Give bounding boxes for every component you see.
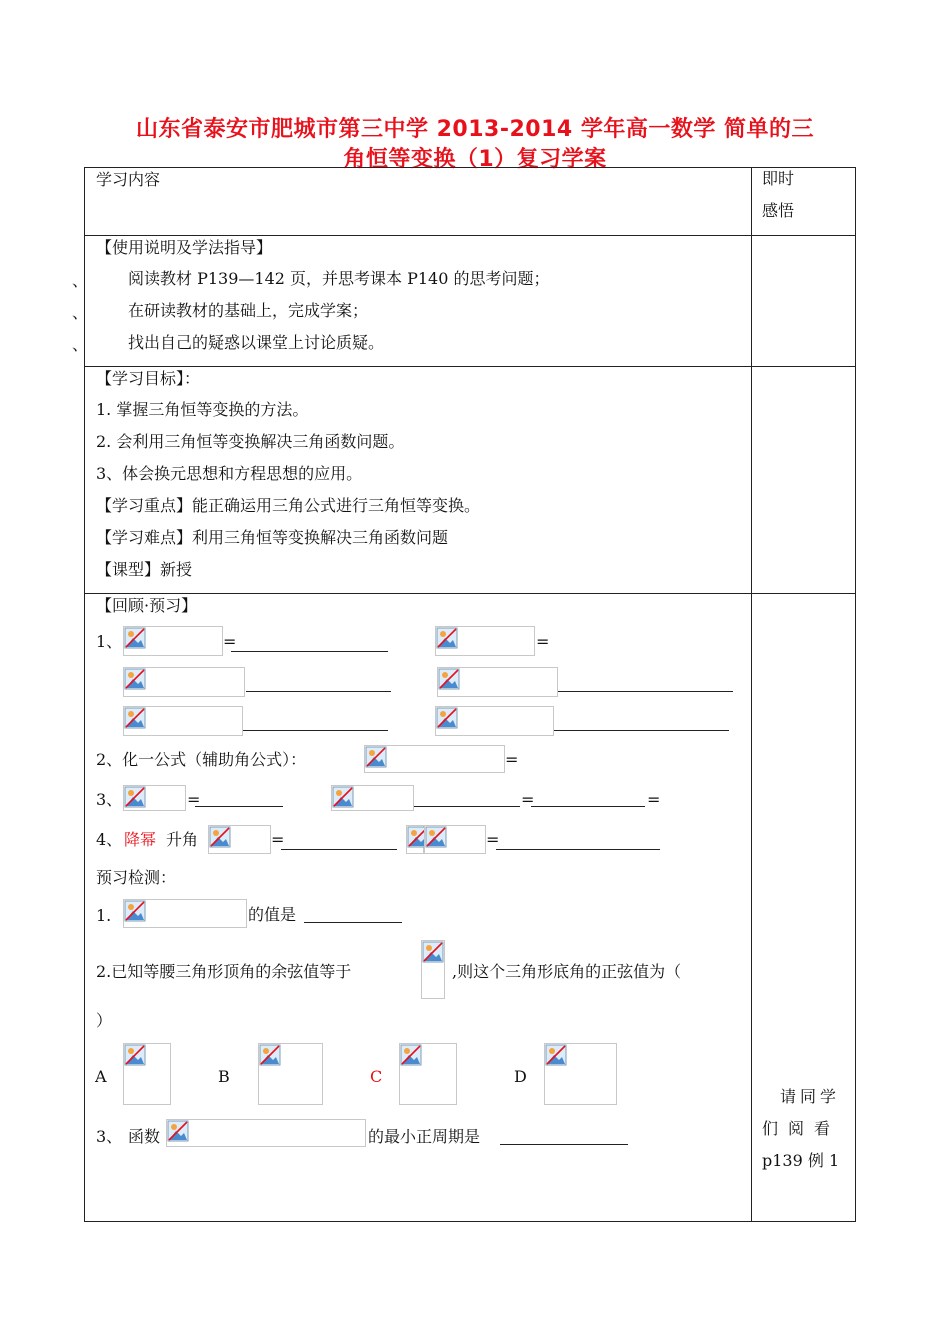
option-c-image [399,1043,457,1105]
option-b-image [258,1043,323,1105]
formula-image [435,626,535,656]
answer-blank[interactable] [496,849,660,850]
formula-image [123,706,243,736]
c2-close: ） [96,1011,113,1030]
check-heading: 预习检测： [96,868,177,887]
review-heading: 【回顾·预习】 [96,596,198,615]
side-note-3: p139 例 1 [762,1151,840,1170]
q2-label: 2、化一公式（辅助角公式）： [96,750,307,769]
formula-image [364,745,505,773]
bullet-mark: 、 [72,335,89,354]
answer-blank[interactable] [246,691,391,692]
formula-image [123,626,223,656]
q1-label: 1、 [96,632,123,651]
broken-image-icon [436,627,458,649]
goal-item: 1. 掌握三角恒等变换的方法。 [96,400,309,419]
c1-text: 的值是 [248,905,297,924]
key-point: 【学习重点】能正确运用三角公式进行三角恒等变换。 [96,496,481,515]
option-a-label[interactable]: A [95,1067,107,1086]
q4-label: 4、 [96,830,123,849]
answer-blank[interactable] [231,651,388,652]
q4-rest: 升角 [166,830,199,849]
c3-text: 的最小正周期是 [368,1127,481,1146]
broken-image-icon [124,900,146,922]
formula-image [123,667,245,697]
broken-image-icon [167,1120,189,1142]
table-column-divider [751,167,752,1221]
c2-text-a: 2.已知等腰三角形顶角的余弦值等于 [96,962,352,981]
broken-image-icon [545,1044,567,1066]
broken-image-icon [400,1044,422,1066]
formula-image [166,1119,366,1147]
goal-item: 3、体会换元思想和方程思想的应用。 [96,464,363,483]
document-title-line-1: 山东省泰安市肥城市第三中学 2013-2014 学年高一数学 简单的三 [135,117,815,142]
goals-heading: 【学习目标】： [96,369,201,388]
table-border-bottom [84,1221,856,1222]
equals-sign: = [271,830,285,849]
formula-image [435,706,554,736]
equals-sign: = [223,632,237,651]
lesson-type: 【课型】新授 [96,560,193,579]
option-b-label[interactable]: B [218,1067,230,1086]
broken-image-icon [259,1044,281,1066]
formula-image [208,825,271,854]
table-border-left [84,167,85,1221]
table-row-divider [84,235,856,236]
c3-func: 函数 [128,1127,161,1146]
c3-number: 3、 [96,1127,123,1146]
table-border-top [84,167,856,168]
option-c-label[interactable]: C [370,1067,383,1086]
broken-image-icon [332,786,354,808]
formula-image [424,825,486,854]
answer-blank[interactable] [243,730,388,731]
broken-image-icon [124,707,146,729]
formula-image [421,940,445,999]
difficulty: 【学习难点】利用三角恒等变换解决三角函数问题 [96,528,449,547]
broken-image-icon [124,627,146,649]
q4-highlight: 降幂 [124,830,157,849]
broken-image-icon [209,826,231,848]
bullet-mark: 、 [72,303,89,322]
c1-number: 1. [96,906,112,925]
instruction-item: 阅读教材 P139—142 页，并思考课本 P140 的思考问题； [128,269,550,288]
answer-blank[interactable] [414,806,520,807]
option-d-label[interactable]: D [514,1067,527,1086]
answer-blank[interactable] [500,1144,628,1145]
formula-image [437,667,558,697]
broken-image-icon [365,746,387,768]
instructions-heading: 【使用说明及学法指导】 [96,238,273,257]
formula-image [123,785,186,811]
equals-sign: = [521,790,535,809]
table-row-divider [84,366,856,367]
answer-blank[interactable] [281,849,397,850]
bullet-mark: 、 [72,271,89,290]
side-note-1: 请同学 [780,1087,841,1106]
instruction-item: 找出自己的疑惑以课堂上讨论质疑。 [128,333,385,352]
formula-image [331,785,414,811]
formula-image [406,825,424,854]
broken-image-icon [438,668,460,690]
equals-sign: = [505,750,519,769]
table-border-right [855,167,856,1221]
reflection-header-1: 即时 [762,169,795,188]
document-title-line-2: 角恒等变换（1）复习学案 [343,147,607,172]
instruction-item: 在研读教材的基础上，完成学案； [128,301,369,320]
broken-image-icon [124,1044,146,1066]
q3-label: 3、 [96,790,123,809]
answer-blank[interactable] [531,806,645,807]
answer-blank[interactable] [304,922,402,923]
equals-sign: = [486,830,500,849]
side-note-2: 们阅看 [762,1119,841,1138]
broken-image-icon [124,786,146,808]
c2-text-b: ,则这个三角形底角的正弦值为（ [452,962,682,981]
formula-image [123,899,247,928]
content-header: 学习内容 [96,170,161,189]
reflection-header-2: 感悟 [762,201,795,220]
broken-image-icon [425,826,447,848]
goal-item: 2. 会利用三角恒等变换解决三角函数问题。 [96,432,405,451]
broken-image-icon [124,668,146,690]
equals-sign: = [647,790,661,809]
equals-sign: = [536,632,550,651]
broken-image-icon [422,941,444,963]
table-row-divider [84,593,856,594]
broken-image-icon [436,707,458,729]
option-a-image [123,1043,171,1105]
answer-blank[interactable] [558,691,733,692]
option-d-image [544,1043,617,1105]
equals-sign: = [187,790,201,809]
answer-blank[interactable] [195,806,283,807]
answer-blank[interactable] [554,730,729,731]
